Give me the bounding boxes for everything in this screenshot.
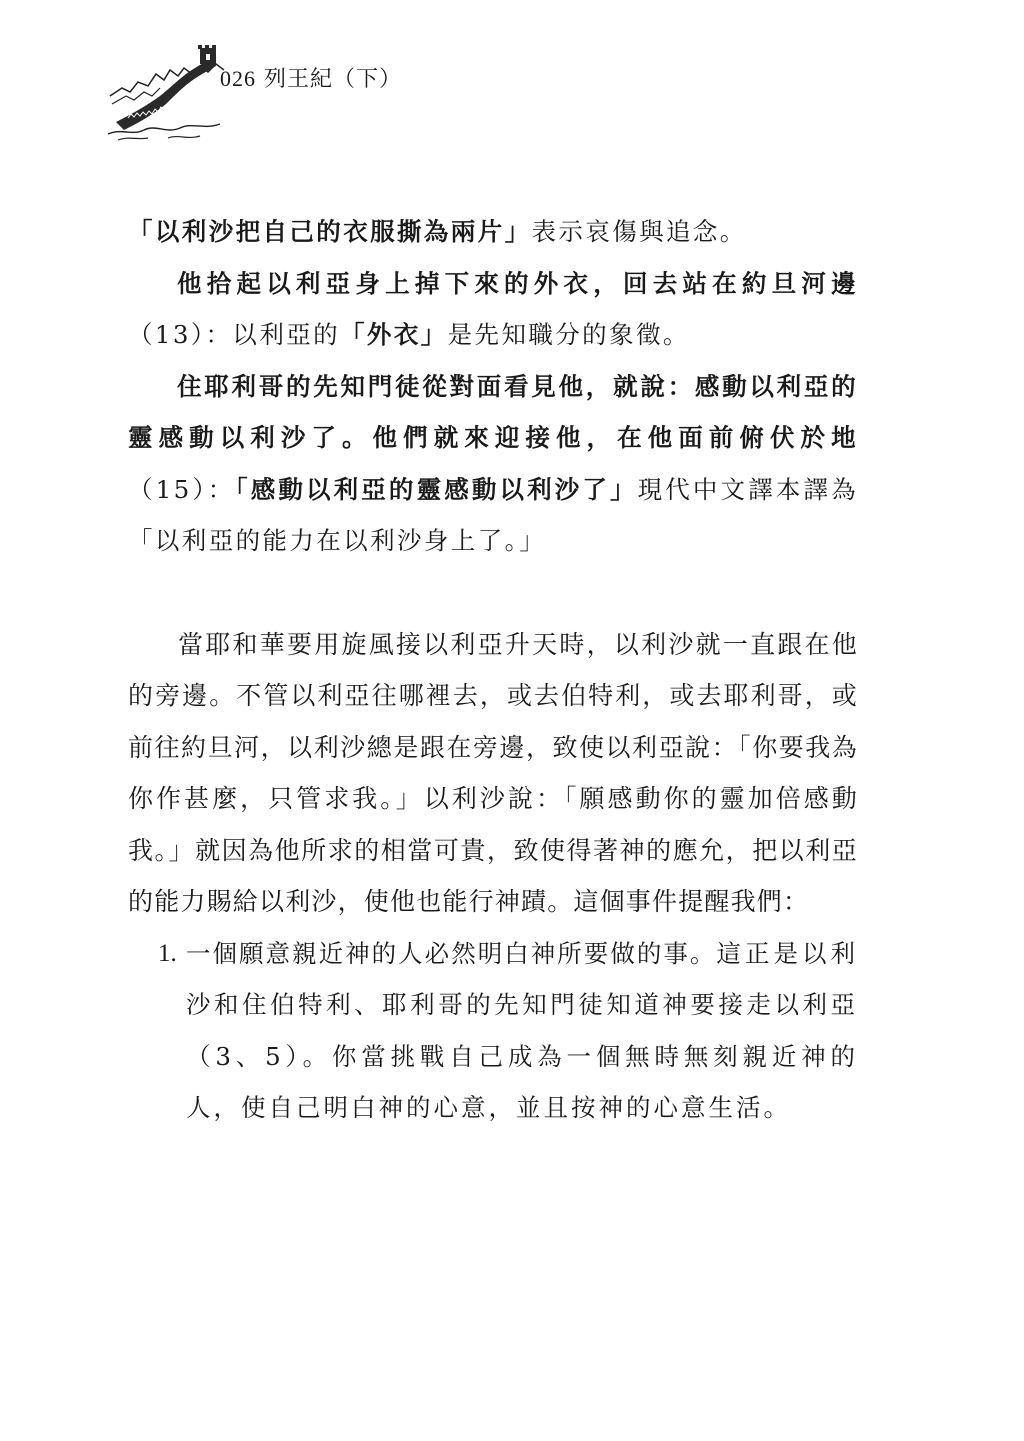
scripture-quote: 「以利沙把自己的衣服撕為兩片」: [128, 217, 532, 246]
book-title: 列王紀（下）: [264, 67, 403, 92]
verse-reference: （13）：以利亞的: [128, 320, 341, 349]
paragraph-2: [128, 258, 858, 361]
list-number: 1.: [158, 939, 177, 967]
scripture-text: 他拾起以利亞身上掉下來的外衣，回去站在約旦河邊: [177, 268, 858, 298]
paragraph-4: 當耶和華要用旋風接以利亞升天時，以利沙就一直跟在他的旁邊。不管以利亞往哪裡去，或去伯特利，或去耶利哥，或前往約旦河，以利沙總是跟在旁邊，致使以利亞說：「你要我為你作甚麼，只管求我。」以利沙說：「願感動你的靈加倍感動我。」就因為他所求的相當可貴，致使得著神的應允，把以利亞的能力賜給以利沙，使他也能行神蹟。這個事件提醒我們：: [128, 629, 858, 916]
list-text: [186, 928, 858, 1134]
running-header: [220, 62, 402, 93]
commentary-text: 表示哀傷與追念。: [531, 217, 747, 246]
paragraph-1: [128, 206, 858, 258]
commentary-text: 現代中文譯本譯為「以利亞的能力在以利沙身上了。」: [128, 474, 859, 555]
page-header: [108, 44, 528, 144]
paragraph-3: [128, 361, 858, 567]
list-item: [128, 928, 858, 1134]
scripture-quote: 「外衣」: [340, 320, 448, 349]
list-lead-text: 一個願意親近神的人必然明白神所要做的事。: [186, 938, 717, 968]
scripture-quote: 「感動以利亞的靈感動以利沙了」: [235, 474, 638, 504]
commentary-text: 是先知職分的象徵。: [447, 320, 690, 349]
verse-reference: （15）：: [128, 474, 236, 504]
scripture-text: 住耶利哥的先知門徒從對面看見他，就說：感動以利亞的靈感動以利沙了。他們就來迎接他，在他面前俯伏於地: [128, 371, 858, 452]
section-gap: [128, 567, 858, 619]
page-body: [128, 206, 858, 1134]
page-number: 026: [220, 66, 256, 91]
great-wall-logo: [108, 44, 226, 142]
list-rest-text: 這正是以利沙和住伯特利、耶利哥的先知門徒知道神要接走以利亞（3、5）。你當挑戰自己成為一個無時無刻親近神的人，使自己明白神的心意，並且按神的心意生活。: [186, 938, 859, 1122]
